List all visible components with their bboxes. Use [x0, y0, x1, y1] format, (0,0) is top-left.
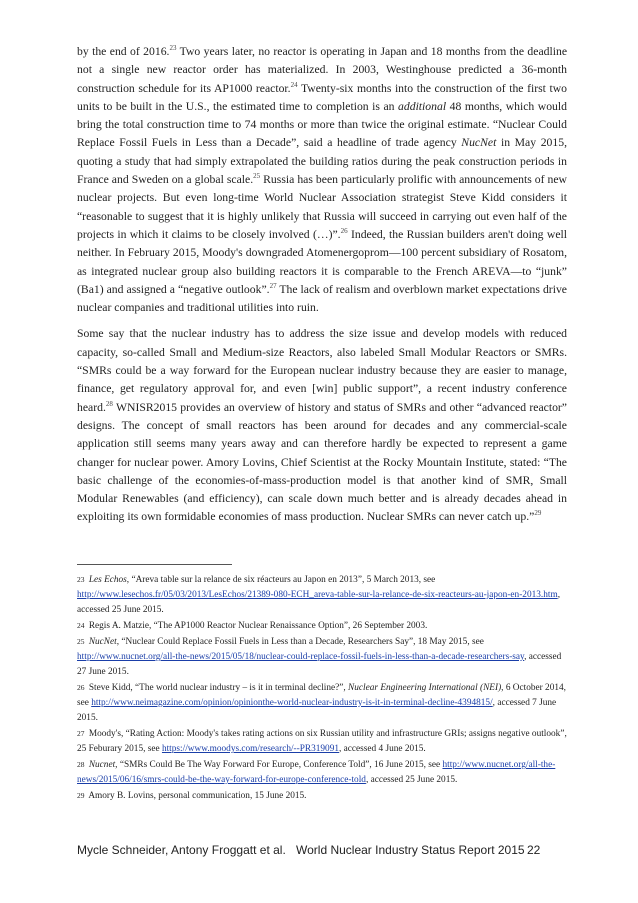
footnote-ref-28[interactable]: 28 [105, 399, 113, 408]
footnote-text: Amory B. Lovins, personal communication, 15 June 2015. [88, 791, 307, 801]
footnote-27 [77, 726, 567, 757]
footnote-separator [77, 564, 232, 565]
footnote-text: Regis A. Matzie, “The AP1000 Reactor Nuclear Renaissance Option”, 26 September 2003. [88, 621, 428, 631]
paragraph-2 [77, 325, 567, 526]
text-run: Russia has been particularly prolific with announcements of new nuclear projects. But even long-time World Nuclear Association strategist Steve Kidd considers it “reasonable to suggest that it is highly unlikely that Russia will succeed in carrying out even half of the projects in which it claims to be closely involved (…)”. [77, 173, 568, 241]
footnote-25 [77, 634, 567, 680]
footnote-ref-23[interactable]: 23 [169, 44, 177, 53]
footnote-text: , “Areva table sur la relance de six réacteurs au Japon en 2013”, 5 March 2013, see [126, 575, 436, 585]
footnote-source: Les Echos [88, 575, 127, 585]
footnote-23 [77, 572, 567, 618]
footnote-26 [77, 680, 567, 726]
footnote-text: , “Nuclear Could Replace Fossil Fuels in Less than a Decade, Researchers Say”, 18 May 2015, see [116, 637, 484, 647]
footnote-29 [77, 788, 567, 804]
footnote-number: 24 [77, 621, 85, 630]
footnote-link[interactable]: http://www.nucnet.org/all-the-news/2015/06/16/smrs-could-be-the-way-forward-for-europe-conference-told [77, 760, 556, 785]
footnote-link[interactable]: http://www.lesechos.fr/05/03/2013/LesEchos/21389-080-ECH_areva-table-sur-la-relance-de-six-reacteurs-au-japon-en-2013.htm [77, 590, 558, 600]
emphasis-additional: additional [398, 99, 447, 113]
page-number: 22 [527, 843, 541, 857]
footnote-text: , accessed 4 June 2015. [339, 744, 426, 754]
footnote-text: Moody's, “Rating Action: Moody's takes rating actions on six Russian utility and infrastructure GRIs; assigns negative outlook”, 25 Feburary 2015, see [77, 729, 567, 754]
text-run: Twenty-six months into the construction of the first two units to be built in the U.S., the estimated time to completion is an [77, 81, 567, 113]
footnote-number: 29 [77, 791, 85, 800]
emphasis-nucnet: NucNet [461, 136, 497, 150]
footer-report-title: World Nuclear Industry Status Report 2015 [296, 843, 525, 857]
footer-authors: Mycle Schneider, Antony Froggatt et al. [77, 843, 286, 857]
footnote-ref-26[interactable]: 26 [340, 227, 348, 236]
footnote-text: , 6 October 2014, see [77, 683, 566, 708]
footnote-link[interactable]: http://www.neimagazine.com/opinion/opinionthe-world-nuclear-industry-is-it-in-terminal-decline-4394815/ [91, 698, 493, 708]
text-run: The lack of realism and overblown market expectations drive nuclear companies and traditional utilities into ruin. [77, 282, 567, 315]
text-run: WNISR2015 provides an overview of history and status of SMRs and other “advanced reactor” designs. The concept of small reactors has been around for decades and any commercial-scale application still seems many years away and can therefore hardly be expected to represent a game changer for nuclear power. Amory Lovins, Chief Scientist at the Rocky Mountain Institute, stated: “The basic challenge of the economies-of-mass-production model is that another kind of SMR, Small Modular Renewables (and efficiency), can scale down much better and is already decades ahead in exploiting its own formidable economies of mass production. Nuclear SMRs can never catch up.” [77, 400, 567, 524]
footnote-text: , accessed 25 June 2015. [77, 590, 561, 615]
footnote-link[interactable]: http://www.nucnet.org/all-the-news/2015/05/18/nuclear-could-replace-fossil-fuels-in-less-than-a-decade-researchers-say [77, 652, 525, 662]
footnote-ref-24[interactable]: 24 [290, 80, 298, 89]
text-run: 48 months, which would bring the total construction time to 74 months or more than twice the original estimate. “Nuclear Could Replace Fossil Fuels in Less than a Decade”, said a headline of trade agency [77, 99, 567, 150]
footnote-number: 26 [77, 683, 85, 692]
text-run: by the end of 2016. [77, 45, 170, 58]
paragraph-1 [77, 43, 567, 317]
footnote-ref-25[interactable]: 25 [253, 172, 261, 181]
footnote-ref-29[interactable]: 29 [534, 509, 542, 518]
footnote-number: 25 [77, 637, 85, 646]
footnote-text: , “SMRs Could Be The Way Forward For Europe, Conference Told”, 16 June 2015, see [115, 760, 443, 770]
footnote-text: , accessed 27 June 2015. [77, 652, 562, 677]
footnote-text: , accessed 25 June 2015. [365, 775, 458, 785]
text-run: in May 2015, quoting a study that had simply extrapolated the building ratios during the peak construction periods in France and Sweden on a global scale. [77, 136, 568, 187]
footnote-number: 23 [77, 575, 85, 584]
footnote-text: Steve Kidd, “The world nuclear industry – is it in terminal decline?”, [88, 683, 349, 693]
main-text [77, 43, 567, 535]
footnote-24 [77, 618, 567, 634]
footnote-number: 28 [77, 760, 85, 769]
text-run: Two years later, no reactor is operating in Japan and 18 months from the deadline not a single new reactor order has materialized. In 2003, Westinghouse predicted a 36-month construction schedule for its AP1000 reactor. [77, 45, 568, 95]
text-run: Indeed, the Russian builders aren't doing well neither. In February 2015, Moody's downgraded Atomenergoprom—100 percent subsidiary of Rosatom, as integrated nuclear group also building reactors it is comparable to the French AREVA—to “junk” (Ba1) and assigned a “negative outlook”. [77, 227, 567, 296]
footnote-28 [77, 757, 567, 788]
footnote-source: Nuclear Engineering International (NEI) [348, 683, 502, 693]
footnotes [77, 572, 567, 804]
footnote-ref-27[interactable]: 27 [269, 281, 277, 290]
footnote-source: NucNet [88, 637, 117, 647]
footnote-link[interactable]: https://www.moodys.com/research/--PR319091 [161, 744, 340, 754]
footnote-text: , accessed 7 June 2015. [77, 698, 557, 723]
footnote-number: 27 [77, 729, 85, 738]
footnote-source: Nucnet [88, 760, 116, 770]
text-run: Some say that the nuclear industry has to address the size issue and develop models with reduced capacity, so-called Small and Medium-size Reactors, also labeled Small Modular Reactors or SMRs. “SMRs could be a way forward for the European nuclear industry because they are easier to manage, finance, get regulatory approval for, and even [win] public support”, a recent industry conference heard. [77, 327, 567, 414]
